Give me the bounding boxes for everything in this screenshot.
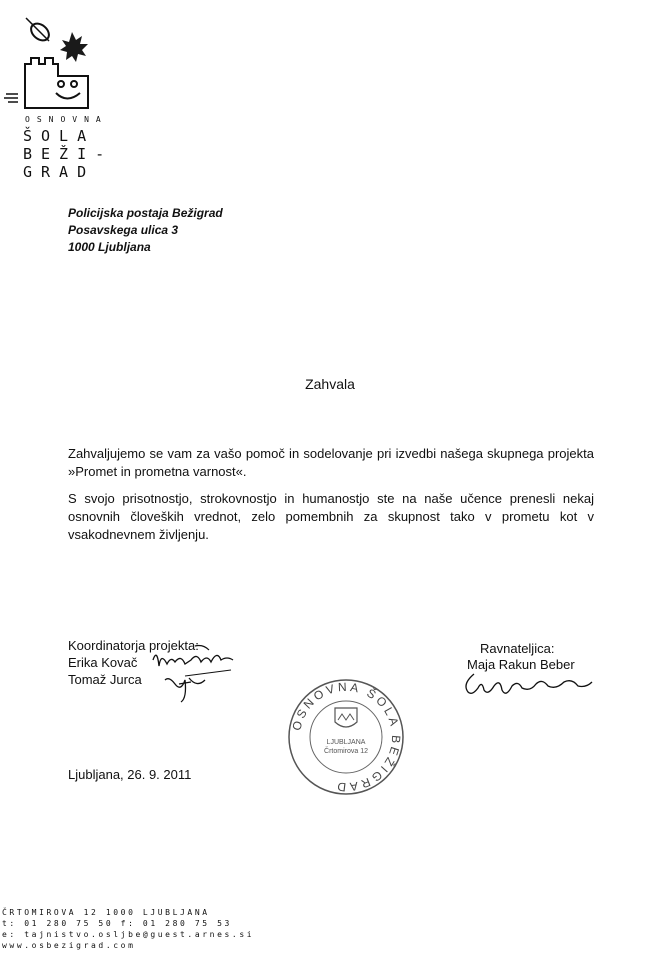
letterhead-school-line3: GRAD — [23, 163, 96, 181]
school-stamp — [287, 678, 405, 796]
school-logo — [0, 0, 110, 115]
letterhead-school-line1: ŠOLA — [23, 127, 96, 145]
footer-address: ČRTOMIROVA 12 1000 LJUBLJANA — [2, 908, 210, 917]
castle-icon — [25, 58, 88, 108]
coordinator-handwritten-signatures — [145, 640, 255, 710]
maple-leaf-icon — [60, 32, 88, 62]
recipient-line3: 1000 Ljubljana — [68, 240, 151, 254]
footer-email: e: tajnistvo.osljbe@guest.arnes.si — [2, 930, 255, 939]
principal-name: Maja Rakun Beber — [467, 657, 575, 672]
coordinator-label: Koordinatorja projekta: — [68, 638, 199, 653]
motion-lines-icon — [4, 94, 18, 102]
principal-label: Ravnateljica: — [480, 641, 555, 656]
coat-of-arms-icon — [335, 708, 357, 727]
coordinator-name-1: Erika Kovač — [68, 655, 138, 670]
leaf-icon — [26, 18, 52, 44]
letterhead-school-line2: BEŽI- — [23, 145, 114, 163]
letter-title: Zahvala — [305, 376, 355, 392]
letter-date: Ljubljana, 26. 9. 2011 — [68, 767, 192, 782]
coordinator-name-2: Tomaž Jurca — [68, 672, 142, 687]
stamp-city: LJUBLJANA — [326, 739, 366, 746]
footer-web: www.osbezigrad.com — [2, 941, 136, 950]
stamp-ring-text: OSNOVNA ŠOLA BEŽIGRAD — [289, 679, 404, 795]
body-paragraph-2: S svojo prisotnostjo, strokovnostjo in humanostjo ste na naše učence prenesli nekaj osnovnih človeških vrednot, zelo pomembnih za skupnost tako v prometu kot v vsakodnevnem življenju. — [68, 491, 594, 542]
principal-handwritten-signature — [460, 670, 600, 700]
recipient-line1: Policijska postaja Bežigrad — [68, 206, 223, 220]
letterhead-school-small: OSNOVNA — [25, 115, 108, 124]
stamp-street: Črtomirova 12 — [324, 748, 368, 755]
recipient-address — [68, 205, 223, 256]
footer-phone: t: 01 280 75 50 f: 01 280 75 53 — [2, 919, 232, 928]
body-paragraph-1: Zahvaljujemo se vam za vašo pomoč in sodelovanje pri izvedbi našega skupnega projekta »Promet in prometna varnost«. — [68, 446, 594, 479]
recipient-line2: Posavskega ulica 3 — [68, 223, 179, 237]
